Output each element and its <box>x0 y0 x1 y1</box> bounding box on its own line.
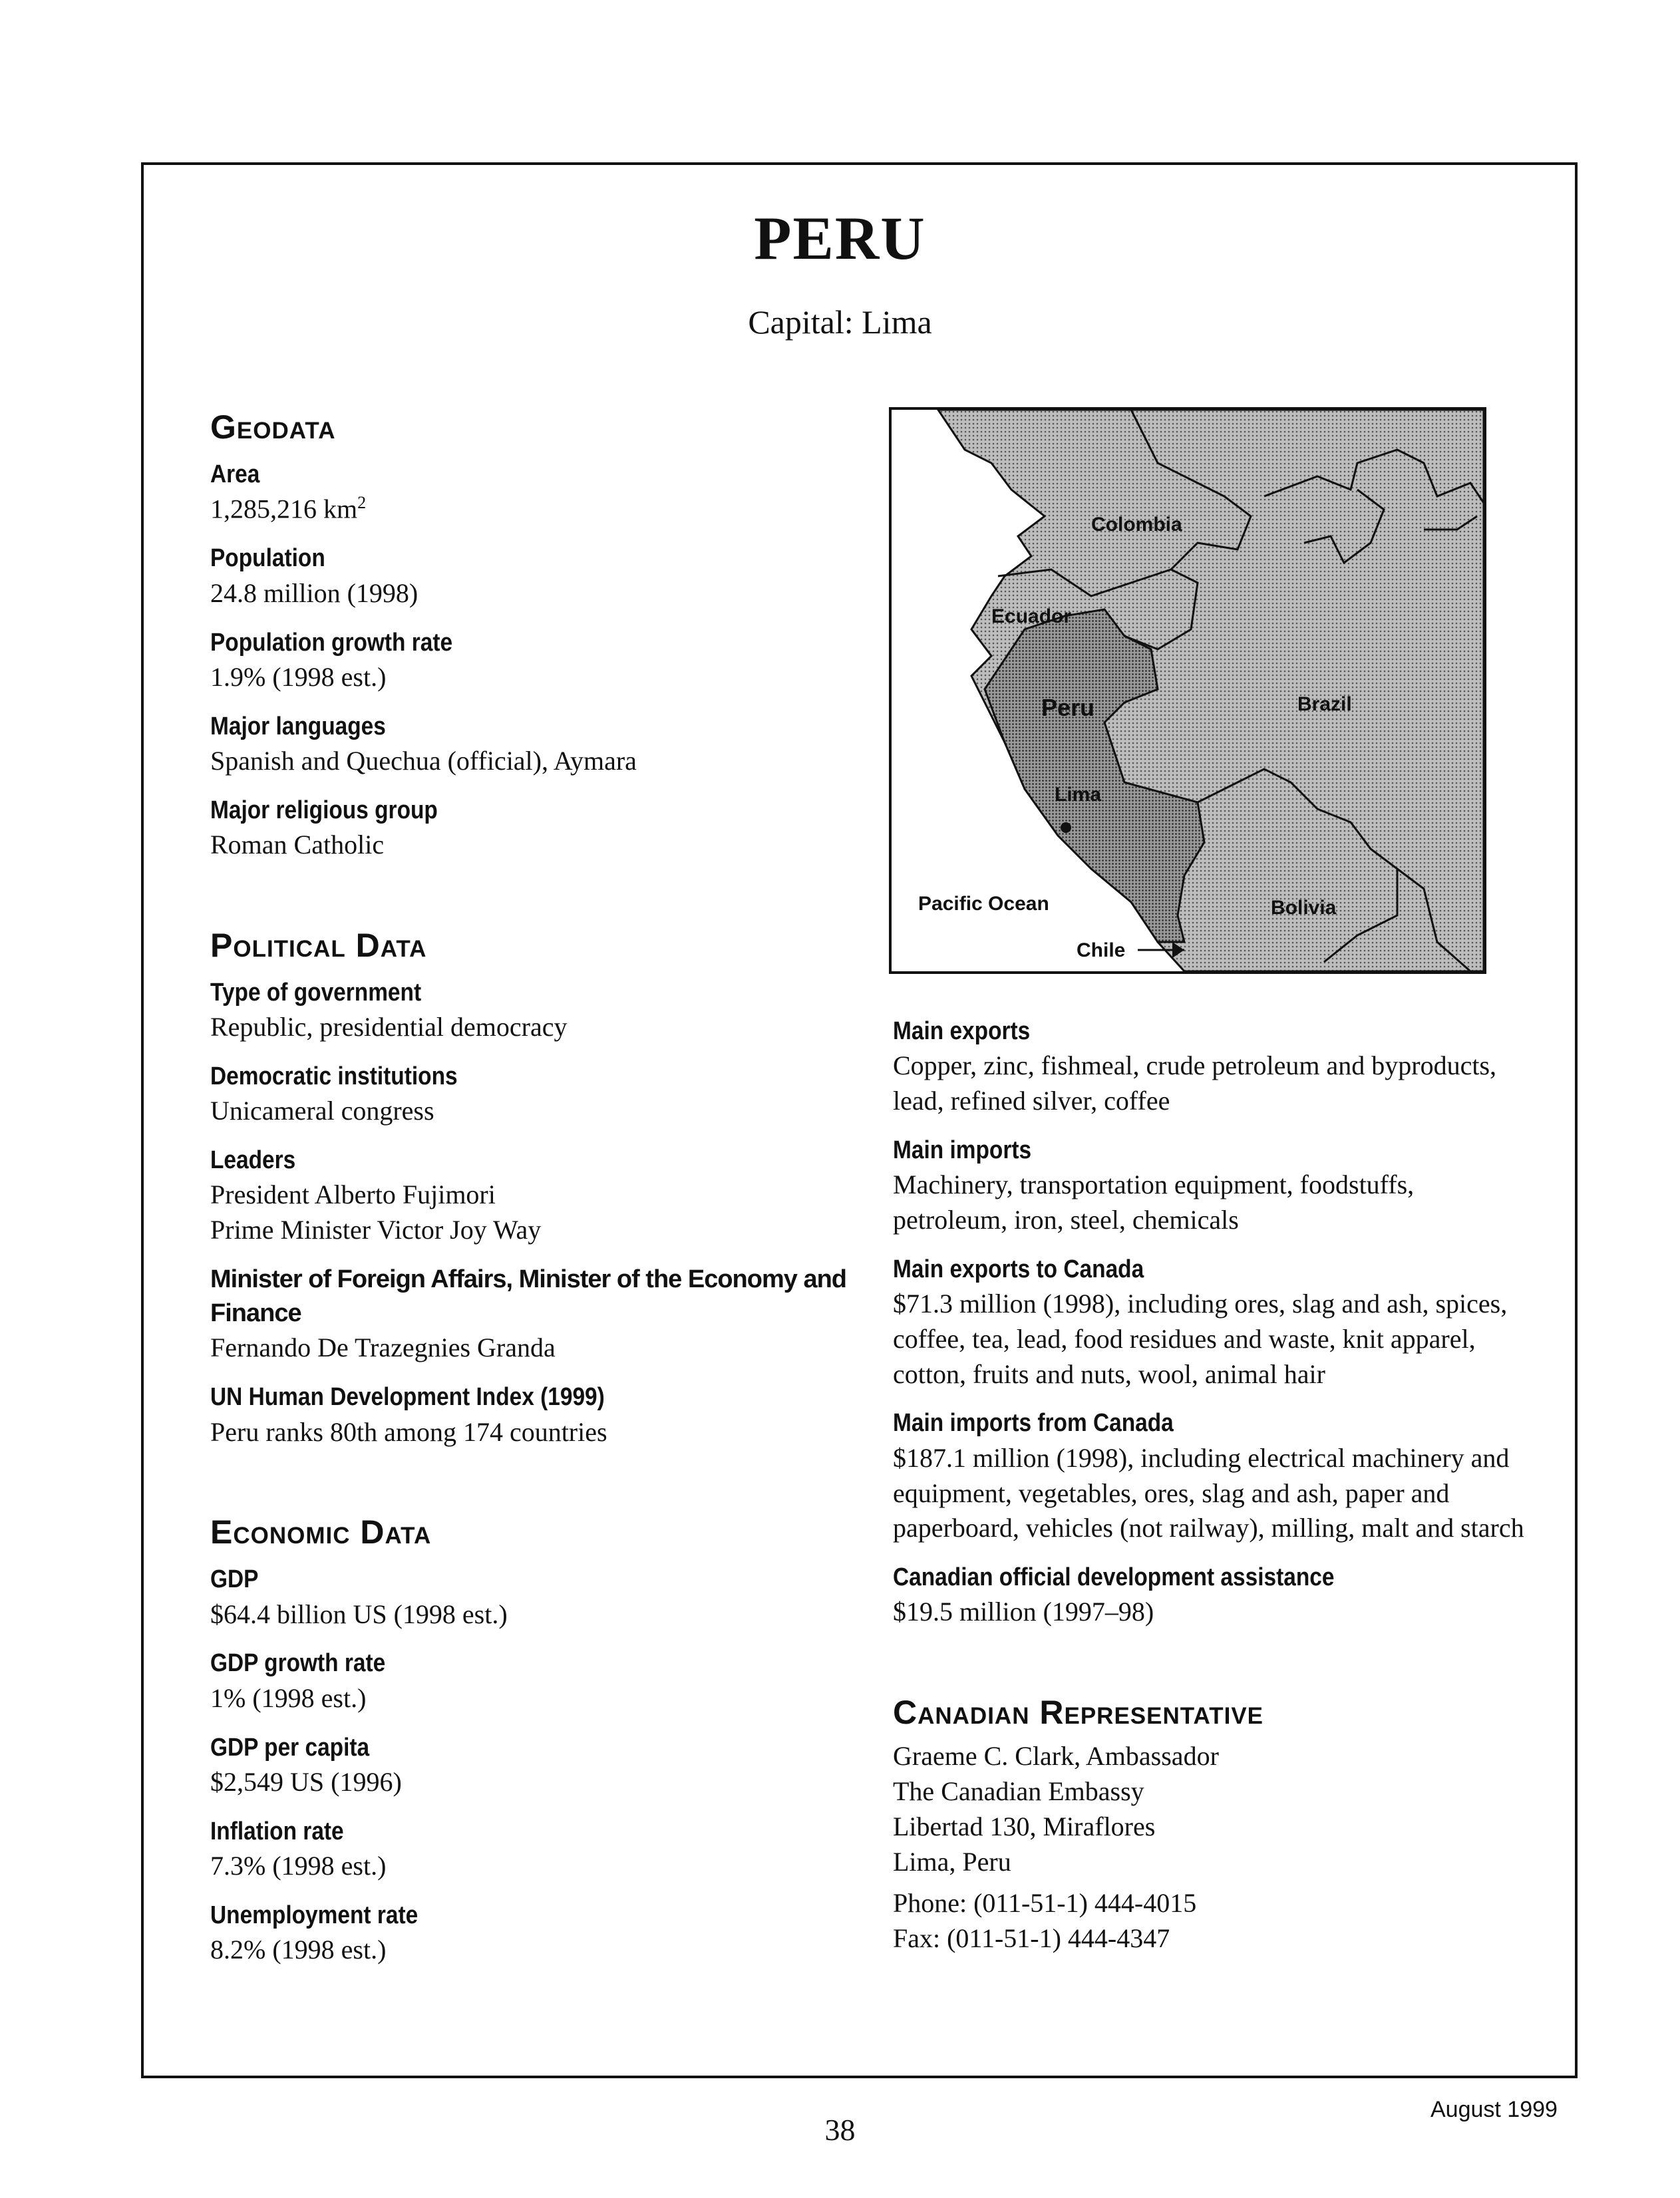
item-label: Unemployment rate <box>210 1901 419 1929</box>
item-label: Population <box>210 544 325 573</box>
map-svg <box>892 410 1484 971</box>
label-ecuador: Ecuador <box>991 605 1072 627</box>
item-value: $64.4 billion US (1998 est.) <box>210 1599 508 1629</box>
region-map <box>889 407 1486 974</box>
label-pacific-ocean: Pacific Ocean <box>918 893 1049 915</box>
trade-item <box>893 1561 1532 1630</box>
rep-phone: Phone: (011-51-1) 444-4015 <box>893 1888 1197 1919</box>
item-value: $71.3 million (1998), including ores, slag and ash, spices, coffee, tea, lead, food residues and waste, knit apparel, cotton, fruits and nuts, wool, animal hair <box>893 1289 1508 1389</box>
item-label: Democratic institutions <box>210 1062 458 1090</box>
lima-marker <box>1061 822 1071 833</box>
geodata-item <box>210 542 876 611</box>
item-label: Population growth rate <box>210 628 453 657</box>
item-value: Copper, zinc, fishmeal, crude petroleum and byproducts, lead, refined silver, coffee <box>893 1050 1497 1116</box>
geodata-item <box>210 626 876 695</box>
label-peru: Peru <box>1041 694 1095 721</box>
rep-line: Libertad 130, Miraflores <box>893 1811 1156 1841</box>
political-item <box>210 976 876 1045</box>
item-label: Main exports <box>893 1017 1031 1045</box>
political-item <box>210 1144 876 1248</box>
rep-line: Graeme C. Clark, Ambassador <box>893 1741 1219 1772</box>
rep-line: Lima, Peru <box>893 1846 1011 1877</box>
item-value: Peru ranks 80th among 174 countries <box>210 1416 607 1447</box>
page-title: PERU <box>754 204 926 272</box>
economic-item <box>210 1647 876 1716</box>
item-label: Type of government <box>210 978 422 1007</box>
label-colombia: Colombia <box>1091 514 1182 536</box>
item-value: Unicameral congress <box>210 1096 434 1126</box>
item-label: Minister of Foreign Affairs, Minister of the Economy and Finance <box>210 1265 847 1328</box>
item-value: 1% (1998 est.) <box>210 1682 367 1713</box>
trade-item <box>893 1134 1532 1238</box>
item-value: $19.5 million (1997–98) <box>893 1597 1154 1627</box>
left-column <box>210 407 876 1982</box>
political-item <box>210 1380 876 1450</box>
representative-heading: Canadian Representative <box>893 1694 1264 1732</box>
item-value: 8.2% (1998 est.) <box>210 1935 387 1965</box>
economic-item <box>210 1731 876 1800</box>
political-heading: Political Data <box>210 926 427 964</box>
item-label: Main imports from Canada <box>893 1409 1174 1438</box>
rep-line: The Canadian Embassy <box>893 1776 1144 1807</box>
geodata-area <box>210 458 876 527</box>
geodata-item <box>210 710 876 779</box>
economic-item <box>210 1563 876 1632</box>
item-value: Roman Catholic <box>210 830 385 860</box>
area-label: Area <box>210 460 260 488</box>
political-item <box>210 1060 876 1129</box>
economic-item <box>210 1815 876 1884</box>
geodata-heading: Geodata <box>210 408 336 446</box>
economic-item <box>210 1899 876 1968</box>
rep-fax: Fax: (011-51-1) 444-4347 <box>893 1923 1170 1954</box>
label-bolivia: Bolivia <box>1271 897 1337 919</box>
item-label: Main imports <box>893 1136 1032 1164</box>
political-item <box>210 1263 876 1366</box>
item-value: 1.9% (1998 est.) <box>210 661 387 692</box>
area-value: 1,285,216 km <box>210 494 358 524</box>
item-label: Major languages <box>210 712 386 740</box>
item-label: Main exports to Canada <box>893 1255 1144 1283</box>
item-value: $2,549 US (1996) <box>210 1766 402 1797</box>
item-label: Major religious group <box>210 796 438 824</box>
item-value: President Alberto Fujimori <box>210 1179 496 1210</box>
economic-heading: Economic Data <box>210 1513 432 1551</box>
item-value: Spanish and Quechua (official), Aymara <box>210 745 637 776</box>
item-value: 7.3% (1998 est.) <box>210 1850 387 1881</box>
item-value-2: Prime Minister Victor Joy Way <box>210 1215 542 1245</box>
item-label: Leaders <box>210 1146 296 1174</box>
item-label: UN Human Development Index (1999) <box>210 1383 605 1412</box>
footer-date: August 1999 <box>1430 2097 1558 2122</box>
capital-line: Capital: Lima <box>748 303 932 341</box>
page-number: 38 <box>824 2113 856 2147</box>
label-lima: Lima <box>1055 784 1102 806</box>
trade-item <box>893 1015 1532 1119</box>
item-value: $187.1 million (1998), including electrical machinery and equipment, vegetables, ores, slag and ash, paper and paperboard, vehicles (not railway), milling, malt and starch <box>893 1442 1524 1543</box>
right-column <box>893 1015 1532 1957</box>
item-label: GDP <box>210 1565 259 1594</box>
geodata-item <box>210 794 876 863</box>
item-label: Inflation rate <box>210 1817 344 1845</box>
item-value: Republic, presidential democracy <box>210 1012 568 1042</box>
label-chile: Chile <box>1077 939 1126 961</box>
item-label: GDP per capita <box>210 1733 370 1762</box>
item-label: Canadian official development assistance <box>893 1563 1335 1592</box>
label-brazil: Brazil <box>1297 693 1352 715</box>
item-label: GDP growth rate <box>210 1649 386 1678</box>
item-value: Fernando De Trazegnies Granda <box>210 1333 556 1363</box>
trade-item <box>893 1406 1532 1546</box>
area-superscript: 2 <box>357 493 367 513</box>
item-value: 24.8 million (1998) <box>210 577 419 608</box>
trade-item <box>893 1253 1532 1392</box>
item-value: Machinery, transportation equipment, foodstuffs, petroleum, iron, steel, chemicals <box>893 1170 1415 1235</box>
